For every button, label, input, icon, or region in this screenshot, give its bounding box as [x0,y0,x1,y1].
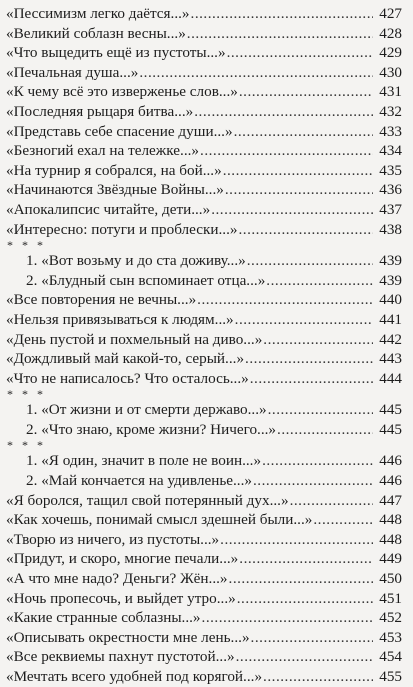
table-of-contents [6,4,402,687]
toc-entry-title: «Нельзя привязываться к людям...» [6,310,234,328]
dot-leader [268,400,373,420]
toc-entry-page-number: 429 [379,44,402,62]
toc-entry [6,63,402,83]
toc-entry [6,102,402,122]
dot-leader [211,200,373,220]
toc-entry-page-number: 434 [379,142,402,160]
toc-entry [6,369,402,389]
toc-entry-page-number: 449 [379,550,402,568]
toc-entry-title: «Какие странные соблазны...» [6,609,201,627]
toc-entry-page-number: 445 [379,401,402,419]
toc-entry [6,82,402,102]
section-separator: * * * [7,238,46,253]
toc-entry-page-number: 448 [379,530,402,548]
toc-entry-page-number: 440 [379,291,402,309]
toc-entry-title: 2. «Блудный сын вспоминает отца...» [26,271,266,289]
toc-entry [6,180,402,200]
dot-leader [251,628,373,648]
toc-entry-page-number: 443 [379,350,402,368]
toc-entry-page-number: 444 [379,369,402,387]
toc-entry-title: 2. «Май кончается на удивленье...» [26,472,252,490]
toc-entry-title: «Что не написалось? Что осталось...» [6,369,249,387]
toc-entry [6,330,402,350]
toc-entry-title: «День пустой и похмельный на диво...» [6,330,263,348]
dot-leader [187,24,373,44]
dot-leader [194,102,373,122]
dot-leader [197,290,373,310]
toc-entry-title: «Безногий ехал на тележке...» [6,142,200,160]
dot-leader [247,251,373,271]
toc-entry-page-number: 432 [379,102,402,120]
toc-entry-page-number: 433 [379,122,402,140]
toc-entry [6,310,402,330]
dot-leader [237,589,373,609]
dot-leader [225,180,373,200]
dot-leader [139,63,373,83]
toc-entry-page-number: 454 [379,648,402,666]
toc-entry-title: «Творю из ничего, из пустоты...» [6,530,220,548]
toc-entry [6,510,402,530]
dot-leader [290,491,373,511]
toc-entry [6,141,402,161]
dot-leader [239,549,373,569]
toc-entry-page-number: 448 [379,511,402,529]
toc-entry-page-number: 447 [379,491,402,509]
toc-entry-title: 1. «От жизни и от смерти державо...» [26,401,267,419]
toc-entry-page-number: 450 [379,570,402,588]
toc-entry [6,471,402,491]
toc-entry-page-number: 436 [379,181,402,199]
toc-entry-title: «А что мне надо? Деньги? Жён...» [6,570,228,588]
dot-leader [263,667,373,687]
toc-entry [6,491,402,511]
toc-entry-title: «Придут, и скоро, многие печали...» [6,550,239,568]
dot-leader [263,330,373,350]
dot-leader [191,4,373,24]
toc-entry-title: «Апокалипсис читайте, дети...» [6,200,211,218]
toc-entry-title: «Дождливый май какой-то, серый...» [6,350,245,368]
toc-entry [6,220,402,240]
toc-entry-title: «Великий соблазн весны...» [6,24,186,42]
toc-entry [6,290,402,310]
dot-leader [262,451,373,471]
toc-entry [6,271,402,291]
toc-entry-page-number: 455 [379,668,402,685]
dot-leader [245,349,373,369]
toc-entry-page-number: 439 [379,252,402,270]
toc-entry [6,24,402,44]
toc-entry-title: 1. «Вот возьму и до ста доживу...» [26,252,246,270]
toc-entry-page-number: 451 [379,589,402,607]
toc-entry [6,200,402,220]
toc-entry-page-number: 441 [379,310,402,328]
toc-entry-title: «Все повторения не вечны...» [6,291,197,309]
toc-entry-page-number: 427 [379,5,402,22]
toc-entry-page-number: 446 [379,472,402,490]
dot-leader [227,43,373,63]
toc-entry-title: «Представь себе спасение души...» [6,122,233,140]
toc-entry-page-number: 446 [379,452,402,470]
toc-entry-page-number: 431 [379,83,402,101]
toc-entry [6,667,402,687]
toc-entry-title: «Последняя рыцаря битва...» [6,102,194,120]
toc-entry [6,647,402,667]
dot-leader [235,310,373,330]
toc-entry [6,251,402,271]
toc-entry-title: «Пессимизм легко даётся...» [6,5,190,22]
toc-entry [6,122,402,142]
toc-entry-title: «Я боролся, тащил свой потерянный дух...» [6,491,289,509]
toc-entry-page-number: 435 [379,161,402,179]
dot-leader [238,220,373,240]
dot-leader [229,569,373,589]
toc-entry [6,549,402,569]
toc-entry-title: 1. «Я один, значит в поле не воин...» [26,452,262,470]
dot-leader [236,647,373,667]
toc-entry [6,530,402,550]
toc-entry-page-number: 453 [379,628,402,646]
toc-entry-title: «Печальная душа...» [6,63,139,81]
toc-entry-page-number: 438 [379,220,402,238]
dot-leader [253,471,373,491]
dot-leader [313,510,373,530]
toc-entry-title: «Интересно: потуги и проблески...» [6,220,238,238]
toc-entry [6,161,402,181]
dot-leader [239,82,373,102]
toc-entry [6,400,402,420]
section-separator: * * * [7,438,46,453]
toc-entry [6,4,402,24]
toc-entry-page-number: 428 [379,24,402,42]
toc-entry-title: 2. «Что знаю, кроме жизни? Ничего...» [26,420,277,438]
toc-entry-page-number: 437 [379,200,402,218]
toc-entry-page-number: 442 [379,330,402,348]
toc-entry-title: «На турнир я собрался, на бой...» [6,161,222,179]
toc-entry-title: «Начинаются Звёздные Войны...» [6,181,224,199]
dot-leader [277,420,373,440]
toc-entry-title: «Как хочешь, понимай смысл здешней были...» [6,511,313,529]
toc-entry [6,43,402,63]
toc-entry-page-number: 445 [379,420,402,438]
dot-leader [200,141,373,161]
dot-leader [202,608,373,628]
toc-entry [6,569,402,589]
toc-entry [6,349,402,369]
dot-leader [220,530,373,550]
toc-entry-title: «Все реквиемы пахнут пустотой...» [6,648,235,666]
dot-leader [234,122,373,142]
toc-entry-title: «Ночь пропесочь, и выйдет утро...» [6,589,236,607]
toc-entry-page-number: 430 [379,63,402,81]
dot-leader [266,271,373,291]
toc-entry [6,628,402,648]
section-separator: * * * [7,387,46,402]
toc-entry-title: «Описывать окрестности мне лень...» [6,628,250,646]
dot-leader [250,369,373,389]
dot-leader [223,161,373,181]
toc-entry-title: «Мечтать всего удобней под корягой...» [6,668,263,685]
toc-entry-title: «К чему всё это изверженье слов...» [6,83,238,101]
toc-entry-page-number: 452 [379,609,402,627]
toc-entry [6,451,402,471]
toc-entry-title: «Что выцедить ещё из пустоты...» [6,44,226,62]
toc-entry [6,420,402,440]
toc-entry [6,589,402,609]
toc-entry [6,608,402,628]
toc-entry-page-number: 439 [379,271,402,289]
